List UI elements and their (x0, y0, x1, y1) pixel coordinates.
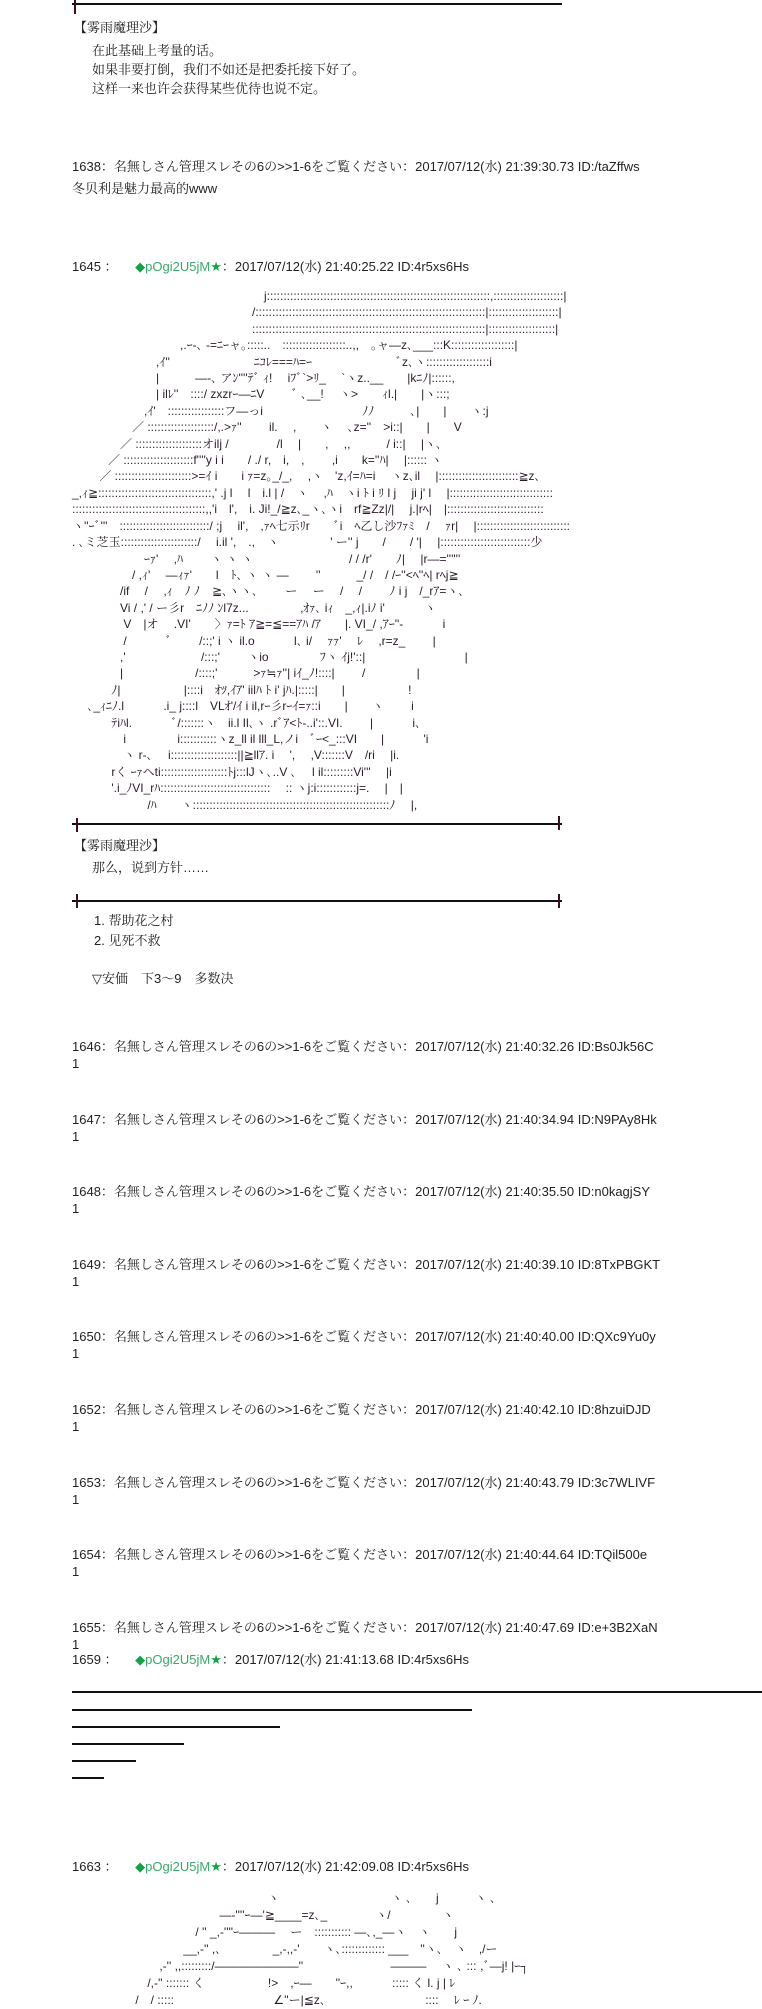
post-datetime-id: ：2017/07/12(水) 21:42:09.08 ID:4r5xs6Hs (221, 1859, 469, 1874)
ascii-art-line: | /::::;' >ｧ≒ｧ''| iｲ_ﾉ!::::| / | (72, 666, 420, 681)
post-header: 1646：名無しさん管理スレその6の>>1-6をご覧ください：2017/07/12(水) 21:40:32.26 ID:Bs0Jk56C (72, 1039, 654, 1054)
underline-bar (72, 1691, 762, 1693)
ascii-art-line: rく ｰｧヘti::::::::::::::::::::ﾄj:::lJヽ､..V ､ l il:::::::::Vi''' |i (72, 764, 392, 779)
post-body: 1 (72, 1201, 80, 1217)
post-header: 1650：名無しさん管理スレその6の>>1-6をご覧ください：2017/07/12(水) 21:40:40.00 ID:QXc9Yu0y (72, 1329, 656, 1345)
ascii-art-line: ､_ｨﾆﾉ.l .i_ j::::l VLｵ'/ｲ i il,rｰ彡rｰｲ=ｧ::i | ヽ i (72, 699, 414, 714)
divider (72, 900, 562, 902)
ascii-art-line: ,.ｰ-､ -=ﾆｰャ｡:::::.. :::::::::::::::::::..,, ｡ャ―z､___:::K:::::::::::::::::::| (72, 338, 518, 353)
ascii-art-line: / / ::::: ∠''ー|≦z､ :::: ﾚ ｰ ﾉ. (72, 1993, 482, 2007)
ascii-art-line: | ilﾚ'' ::::/ zxzrｰ―ﾆV ﾞ ､__! ヽ> ｨl.| |ヽ:::; (72, 387, 450, 402)
ascii-art-line: ／ :::::::::::::::::::::::>=ｲ i i ｧ=z｡_/_, ,ヽ 'z,ｲ=ﾊ=i ヽz､il |::::::::::::::::::::::::≧z､ (72, 469, 541, 484)
post-header: 1655：名無しさん管理スレその6の>>1-6をご覧ください：2017/07/12(水) 21:40:47.69 ID:e+3B2XaN (72, 1619, 658, 1635)
ascii-art-line: ／ ::::::::::::::::::::/,.>ｧ'' il. , ヽ ､z='' >i::| | V (72, 420, 462, 435)
post-number: 1659 ： (72, 1652, 118, 1667)
vote-instruction: ▽安価 下3～9 多数决 (92, 971, 234, 986)
ascii-art-line: /,-'' ::::::: く !> ,ｰ― ''ｰ,, ::::: く l. j | ﾚ (72, 1976, 456, 1990)
ascii-art-line: i i:::::::::::ヽz_ll il lll_L,ノi ﾞｰ<_:::VI | 'i (72, 731, 429, 746)
underline-bar (72, 1726, 280, 1728)
post-datetime-id: ：2017/07/12(水) 21:41:13.68 ID:4r5xs6Hs (221, 1652, 469, 1667)
ascii-art-line: ﾉ| |::::i ｵﾂ,ｲｱ' iilﾊ ﾄ i' jﾊ.|:::::| | ! (72, 682, 412, 697)
post-body: 1 (72, 1636, 80, 1652)
post-header: 1652：名無しさん管理スレその6の>>1-6をご覧ください：2017/07/12(水) 21:40:42.10 ID:8hzuiDJD (72, 1402, 651, 1417)
ascii-art (72, 288, 570, 813)
trip-name[interactable]: pOgi2U5jM (145, 1652, 211, 1667)
underline-bar (72, 1760, 136, 1762)
ascii-art-line: ヽ r-､ i::::::::::::::::::::||≧llｱ. i ', ,V:::::::V /ri |i. (72, 748, 400, 763)
divider-tick (558, 894, 560, 908)
ascii-art-line: ,ｲ' :::::::::::::::::フ―っi ﾉﾉ ､| | ヽ:j (72, 403, 489, 418)
speaker-name: 【雾雨魔理沙】 (74, 838, 166, 853)
star-icon: ★ (210, 259, 222, 274)
post-body: 1 (72, 1128, 80, 1144)
diamond-icon: ◆ (135, 1859, 146, 1874)
post-header: 1653：名無しさん管理スレその6の>>1-6をご覧ください：2017/07/12(水) 21:40:43.79 ID:3c7WLIVF (72, 1474, 656, 1490)
ascii-art-line: /:::::::::::::::::::::::::::::::::::::::::::::::::::::::::::::::::::::|:::::::::::::::::::::| (72, 305, 562, 320)
ascii-art-line: ｰｧ' ,ﾊ ヽ ヽ ヽ / / /r' ﾉ| |r―='''''' (72, 551, 461, 566)
diamond-icon: ◆ (135, 1652, 146, 1667)
post-header: 1648：名無しさん管理スレその6の>>1-6をご覧ください：2017/07/12(水) 21:40:35.50 ID:n0kagjSY (72, 1184, 651, 1200)
dialogue-line: 那么，说到方针…… (92, 860, 210, 875)
dialogue-line: 如果非要打倒，我们不如还是把委托接下好了。 (92, 62, 366, 77)
ascii-art-line: V |オ .VI' 〉ｧ=ﾄ ｱ≧=≦==ｱﾊ /ｱ |. VI_/ ,ｱｰ''- i (72, 617, 446, 632)
underline-bar (72, 1743, 184, 1745)
underline-bar (72, 1777, 104, 1779)
ascii-art-line: ／ ::::::::::::::::::::オilj / /l | , ,, / i::| |ヽ､ (72, 436, 443, 451)
star-icon: ★ (210, 1859, 222, 1874)
post-header: 1649：名無しさん管理スレその6の>>1-6をご覧ください：2017/07/12(水) 21:40:39.10 ID:8TxPBGKT (72, 1256, 661, 1272)
ascii-art-line: ―-''''ｰ―'≧____=z､_ ヽ/ ヽ (72, 1908, 454, 1922)
post-body: 1 (72, 1491, 80, 1507)
ascii-art-line: j:::::::::::::::::::::::::::::::::::::::::::::::::::::::::::::::::::,:::::::::::::::::::::| (72, 289, 567, 303)
divider-tick (558, 816, 560, 830)
ascii-art-line: ::::::::::::::::::::::::::::::::::::::::,,'i l', i. Ji!_/≧z､_ヽ､ヽi rf≧Zz|/| j.|rﾍ| |::::::::::::::::::::::::::::: (72, 502, 544, 517)
ascii-art-line: ::::::::::::::::::::::::::::::::::::::::::::::::::::::::::::::::::::::|::::::::::::::::::::| (72, 321, 559, 336)
trip-name[interactable]: pOgi2U5jM (145, 259, 211, 274)
underline-bar (72, 1709, 472, 1711)
ascii-art-line: / ,ｨ' ―ｨｧ' l ﾄ､ ヽ ヽ ― '' _/ / / /ｰ''<ﾍ''ﾍ| rﾍj≧ (72, 567, 459, 582)
ascii-art-line: Vi / ,' / ー彡r ﾆﾉﾉ ﾝl7z... ,ｵｧ､ iｨ _,ｨ|.iﾉ i' ヽ (72, 600, 437, 615)
ascii-art-line: '.i_ﾉVI_rﾊ::::::::::::::::::::::::::::::::: :: ヽj:i::::::::::::j=. | | (72, 781, 403, 796)
ascii-art-line: _,ｨ≧::::::::::::::::::::::::::::::::::,' .j l l i.l | / ヽ ,ﾊ ヽi ﾄ i ﾘ l j ji j' l |::::::::::::::::::::::::::::::: (72, 485, 553, 500)
divider-tick (74, 0, 76, 14)
dialogue-line: 这样一来也许会获得某些优待也说不定。 (92, 81, 327, 96)
post-header (72, 258, 469, 276)
diamond-icon: ◆ (135, 259, 146, 274)
trip-name[interactable]: pOgi2U5jM (145, 1859, 211, 1874)
divider-tick (76, 894, 78, 908)
speaker-name: 【雾雨魔理沙】 (74, 20, 166, 35)
post-datetime-id: ：2017/07/12(水) 21:40:25.22 ID:4r5xs6Hs (221, 259, 469, 274)
post-body: 1 (72, 1056, 80, 1071)
ascii-art-line: ,-'' ,,:::::::::/―――――――'' ――― ヽ ､ ::: ,ﾞ―j! |ｰ┐ (72, 1959, 529, 1973)
post-header (72, 1651, 469, 1669)
post-number: 1645 ： (72, 259, 118, 274)
ascii-art-line: __,-'' ,､ _,-,,-' ヽ､::::::::::::: ___ ''ヽ､ ヽ ,/ー (72, 1942, 498, 1956)
post-number: 1663 ： (72, 1859, 118, 1874)
ascii-art (72, 1890, 529, 2009)
post-header: 1647：名無しさん管理スレその6の>>1-6をご覧ください：2017/07/12(水) 21:40:34.94 ID:N9PAy8Hk (72, 1111, 657, 1127)
ascii-art-line: ,' /:::;' ヽio ﾌヽ ｲj!'::| | (72, 649, 468, 664)
divider (72, 823, 562, 825)
post-header: 1654：名無しさん管理スレその6の>>1-6をご覧ください：2017/07/12(水) 21:40:44.64 ID:TQil500e (72, 1547, 648, 1563)
post-header: 1638：名無しさん管理スレその6の>>1-6をご覧ください：2017/07/12(水) 21:39:30.73 ID:/taZffws (72, 159, 640, 174)
ascii-art-line: ／ :::::::::::::::::::::f''''y i i / ./ r, i, , ,i k=''ﾊ| |:::::: ヽ (72, 453, 443, 468)
ascii-art-line: . ､ミ芝玉:::::::::::::::::::::::/ i.il ', ., ヽ ' ー'' j / / '| |:::::::::::::::::::::::::::少 (72, 535, 543, 550)
ascii-art-line: /if / ,ｨ ﾉ ﾉ ≧､ヽヽ､ ー ー / / ﾉ i j /_rｱ=ヽ､ (72, 584, 465, 599)
dialogue-line: 在此基础上考量的话。 (92, 43, 223, 58)
ascii-art-line: / '' _,-''''ｰ――― ー ::::::::::: ―､,_―ヽ ヽ j (72, 1925, 458, 1939)
post-body: 1 (72, 1273, 80, 1289)
ascii-art-line: / ﾞ /::;' i ヽ il.o l､ i/ ｧｧ' ﾚ ,r=z_ | (72, 633, 436, 648)
ascii-art-line: ヽ''ｰﾞ''' :::::::::::::::::::::::::::/ ;j il', ,ｧﾍ七示ﾘr ﾞi ﾍ乙し沙ﾌｧﾐ / ｧr| |:::::::::::::::::::::::::::: (72, 518, 571, 533)
divider-top (72, 3, 562, 5)
divider-tick (76, 818, 78, 832)
post-body: 1 (72, 1564, 80, 1580)
post-header (72, 1858, 469, 1876)
post-body: 1 (72, 1346, 80, 1362)
star-icon: ★ (210, 1652, 222, 1667)
ascii-art-line: ヽ ヽ ､ j ヽ ､ (72, 1891, 497, 1905)
ascii-art-line: /ﾊ ヽ:::::::::::::::::::::::::::::::::::::::::::::::::::::::::::ﾉ |, (72, 797, 418, 812)
choice-option: 2. 见死不救 (94, 933, 161, 948)
ascii-art-line: ,ｲ'' ﾆｺﾚ===ﾊ=ｰ ﾞz､ヽ:::::::::::::::::::i (72, 354, 492, 369)
ascii-art-line: ﾃiﾊl. ﾞ/:::::::ヽ ii.l Il､ヽ .rﾞｱ<ﾄ-..i'::.VI. | i､ (72, 715, 422, 730)
post-body: 1 (72, 1419, 80, 1434)
post-body: 冬贝利是魅力最高的www (72, 181, 218, 196)
choice-option: 1. 帮助花之村 (94, 913, 174, 928)
ascii-art-line: | ―-､ アﾝ''''ﾃﾞ ｨ! iﾌﾞ`>ﾘ_ `ヽz..__ |kﾆﾉ|::::::, (72, 371, 455, 386)
